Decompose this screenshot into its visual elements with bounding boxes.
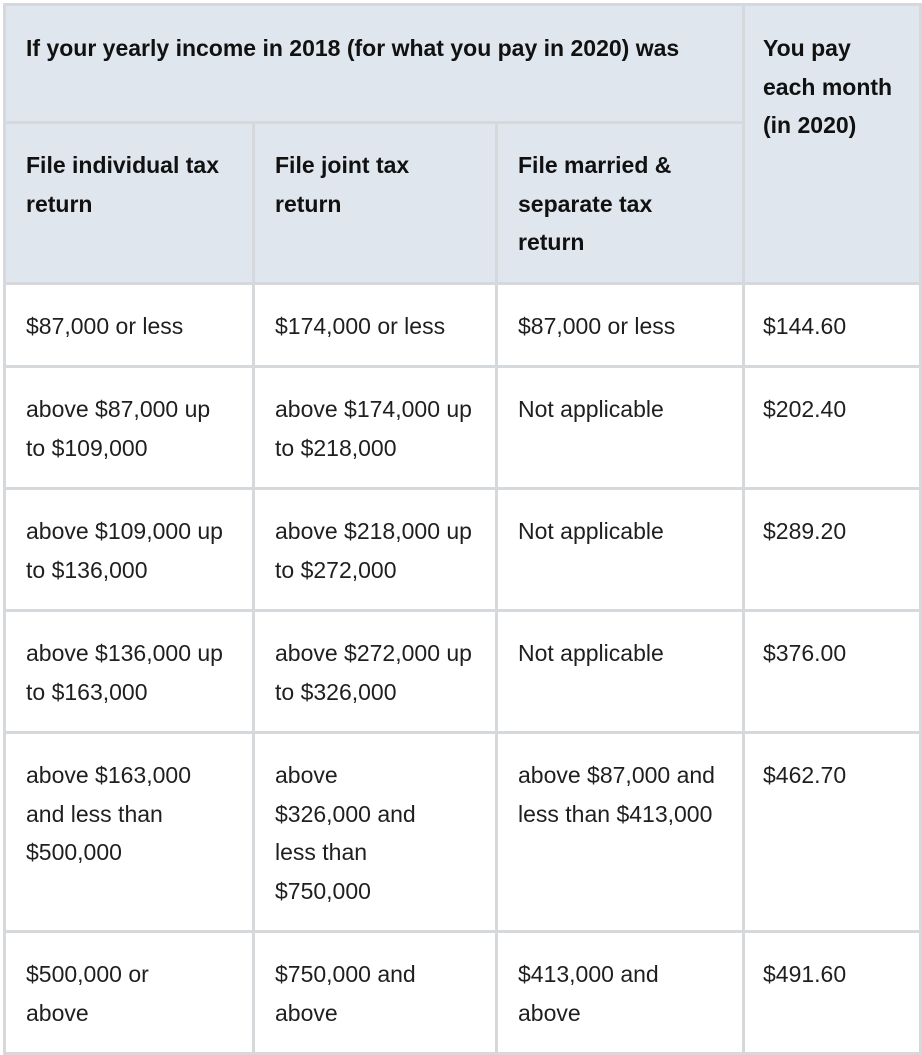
cell-joint (254, 367, 497, 489)
cell-married-separate (497, 367, 744, 489)
cell-text: above $109,000 up to $136,000 (26, 518, 223, 583)
cell-text: $289.20 (763, 518, 847, 544)
cell-text: above $174,000 up to $218,000 (275, 396, 472, 461)
cell-individual (5, 932, 254, 1054)
cell-text: above $136,000 up to $163,000 (26, 640, 223, 705)
cell-text: $491.60 (763, 961, 847, 987)
cell-monthly (744, 367, 921, 489)
cell-text: $500,000 or above (26, 961, 149, 1026)
cell-text: above $272,000 up to $326,000 (275, 640, 472, 705)
table-row (5, 932, 921, 1054)
cell-joint (254, 611, 497, 733)
cell-text: Not applicable (518, 396, 664, 422)
table-row (5, 489, 921, 611)
cell-individual (5, 283, 254, 367)
cell-married-separate (497, 283, 744, 367)
header-married-separate (497, 123, 744, 284)
cell-individual (5, 611, 254, 733)
cell-married-separate (497, 489, 744, 611)
table-row (5, 283, 921, 367)
cell-joint (254, 932, 497, 1054)
cell-text: $87,000 or less (518, 312, 676, 339)
header-married-separate-text: File married & separate tax return (518, 152, 672, 255)
header-income-group-text: If your yearly income in 2018 (for what you pay in 2020) was (26, 35, 680, 61)
header-joint (254, 123, 497, 284)
cell-text: $174,000 or less (275, 312, 446, 339)
cell-text: $750,000 and above (275, 961, 416, 1026)
cell-text: above $87,000 up to $109,000 (26, 396, 211, 461)
header-you-pay (744, 5, 921, 284)
cell-monthly (744, 283, 921, 367)
cell-monthly (744, 733, 921, 932)
cell-text: $202.40 (763, 396, 847, 422)
header-joint-text: File joint tax return (275, 152, 410, 217)
cell-joint (254, 733, 497, 932)
cell-monthly (744, 489, 921, 611)
cell-monthly (744, 611, 921, 733)
cell-joint (254, 283, 497, 367)
table-row (5, 611, 921, 733)
cell-individual (5, 367, 254, 489)
cell-joint (254, 489, 497, 611)
cell-individual (5, 733, 254, 932)
cell-individual (5, 489, 254, 611)
cell-text: $462.70 (763, 762, 847, 788)
cell-text: above $218,000 up to $272,000 (275, 518, 472, 583)
header-row-group (5, 5, 921, 123)
premium-table (3, 3, 922, 1055)
cell-monthly (744, 932, 921, 1054)
cell-married-separate (497, 611, 744, 733)
header-individual-text: File individual tax return (26, 152, 219, 217)
cell-text: $144.60 (763, 312, 847, 339)
cell-text: Not applicable (518, 640, 664, 666)
cell-married-separate (497, 932, 744, 1054)
header-income-group (5, 5, 744, 123)
cell-text: $87,000 or less (26, 312, 184, 339)
cell-text: above $87,000 and less than $413,000 (518, 762, 715, 827)
cell-text: above $163,000 and less than $500,000 (26, 762, 191, 865)
table-row (5, 733, 921, 932)
header-individual (5, 123, 254, 284)
header-you-pay-text: You pay each month (in 2020) (763, 35, 893, 138)
cell-text: above $326,000 and less than $750,000 (275, 762, 416, 904)
cell-text: $376.00 (763, 640, 847, 666)
cell-text: $413,000 and above (518, 961, 659, 1026)
cell-married-separate (497, 733, 744, 932)
table-row (5, 367, 921, 489)
cell-text: Not applicable (518, 518, 664, 544)
